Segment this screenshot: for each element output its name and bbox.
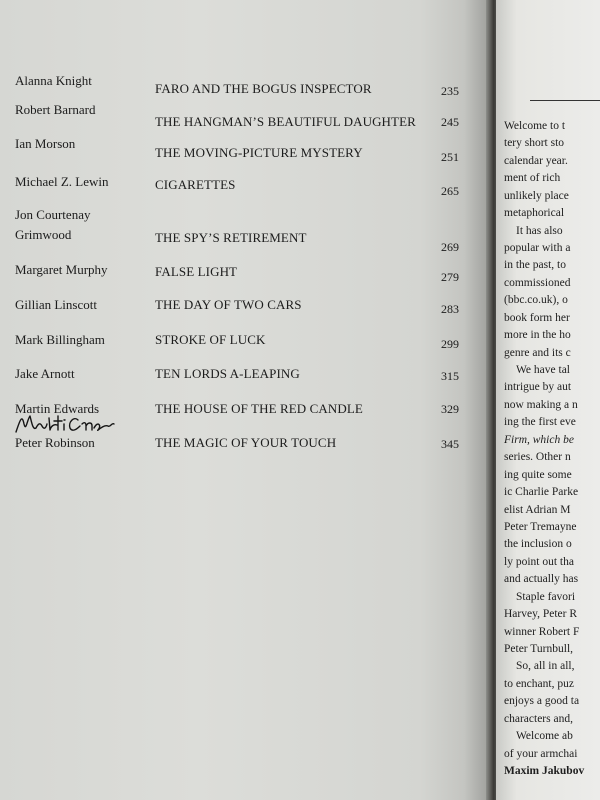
toc-entry (0, 433, 480, 473)
toc-entry (0, 295, 480, 335)
introduction-page (496, 0, 600, 800)
text-line: genre and its c (504, 347, 571, 359)
toc-author: Jon Courtenay Grimwood (15, 207, 91, 242)
toc-author: Mark Billingham (15, 332, 105, 347)
toc-entry (0, 205, 480, 255)
text-line: in the past, to (504, 259, 566, 271)
toc-page-number: 251 (441, 150, 459, 164)
text-line: book form her (504, 312, 570, 324)
toc-title: CIGARETTES (155, 177, 236, 192)
toc-author: Alanna Knight (15, 73, 92, 88)
author-signoff: Maxim Jakubov (504, 765, 585, 777)
toc-title: THE SPY’S RETIREMENT (155, 230, 307, 245)
text-line: It has also (516, 225, 563, 237)
text-line: Firm, which be (504, 434, 574, 446)
text-line: ing the first eve (504, 416, 576, 428)
toc-title: THE MOVING-PICTURE MYSTERY (155, 145, 363, 160)
toc-author: Michael Z. Lewin (15, 174, 109, 189)
text-line: calendar year. (504, 155, 568, 167)
toc-page-number: 265 (441, 184, 459, 198)
text-line: ly point out tha (504, 556, 574, 568)
text-line: the inclusion o (504, 538, 572, 550)
text-line: Staple favori (516, 591, 576, 603)
toc-title: FARO AND THE BOGUS INSPECTOR (155, 81, 372, 96)
text-line: ing quite some (504, 469, 572, 481)
toc-author: Robert Barnard (15, 102, 96, 117)
text-line: characters and, (504, 713, 573, 725)
text-line: and actually has (504, 573, 579, 585)
toc-page-number: 315 (441, 369, 459, 383)
toc-title: THE MAGIC OF YOUR TOUCH (155, 435, 337, 450)
text-line: intrigue by aut (504, 381, 572, 393)
text-line: tery short sto (504, 137, 565, 149)
toc-title: TEN LORDS A-LEAPING (155, 366, 300, 381)
toc-page-number: 235 (441, 84, 459, 98)
toc-page-number: 345 (441, 437, 459, 451)
text-line: unlikely place (504, 190, 569, 202)
toc-author: Jake Arnott (15, 366, 75, 381)
toc-title: STROKE OF LUCK (155, 332, 266, 347)
toc-entry (0, 260, 480, 300)
toc-title: THE DAY OF TWO CARS (155, 297, 302, 312)
text-line: of your armchai (504, 748, 578, 760)
toc-page-number: 279 (441, 270, 459, 284)
text-line: Peter Turnbull, (504, 643, 574, 655)
toc-author: Peter Robinson (15, 435, 95, 450)
text-line: popular with a (504, 242, 571, 254)
header-rule (530, 100, 600, 101)
toc-page-number: 269 (441, 240, 459, 254)
text-line: We have tal (516, 364, 570, 376)
handwritten-signature (14, 410, 134, 438)
text-line: elist Adrian M (504, 504, 571, 516)
text-line: commissioned (504, 277, 571, 289)
toc-author: Gillian Linscott (15, 297, 97, 312)
toc-title: THE HOUSE OF THE RED CANDLE (155, 401, 363, 416)
text-line: series. Other n (504, 451, 571, 463)
text-line: ment of rich (504, 172, 561, 184)
toc-author: Ian Morson (15, 136, 76, 151)
toc-title: THE HANGMAN’S BEAUTIFUL DAUGHTER (155, 114, 416, 129)
text-line: now making a n (504, 399, 578, 411)
text-line: Peter Tremayne (504, 521, 577, 533)
toc-entry (0, 134, 480, 174)
toc-entry (0, 364, 480, 404)
text-line: Welcome to t (504, 120, 566, 132)
text-line: metaphorical (504, 207, 565, 219)
text-line: enjoys a good ta (504, 695, 580, 707)
text-line: Welcome ab (516, 730, 573, 742)
toc-title: FALSE LIGHT (155, 264, 238, 279)
text-line: more in the ho (504, 329, 571, 341)
toc-author: Martin Edwards (15, 401, 100, 416)
toc-page-number: 299 (441, 337, 459, 351)
toc-page-number: 329 (441, 402, 459, 416)
text-line: So, all in all, (516, 660, 575, 672)
toc-page-number: 283 (441, 302, 459, 316)
text-line: winner Robert F (504, 626, 580, 638)
text-line: (bbc.co.uk), o (504, 294, 568, 306)
text-line: Harvey, Peter R (504, 608, 578, 620)
toc-author: Margaret Murphy (15, 262, 108, 277)
text-line: to enchant, puz (504, 678, 574, 690)
toc-page-number: 245 (441, 115, 459, 129)
text-line: ic Charlie Parke (504, 486, 579, 498)
